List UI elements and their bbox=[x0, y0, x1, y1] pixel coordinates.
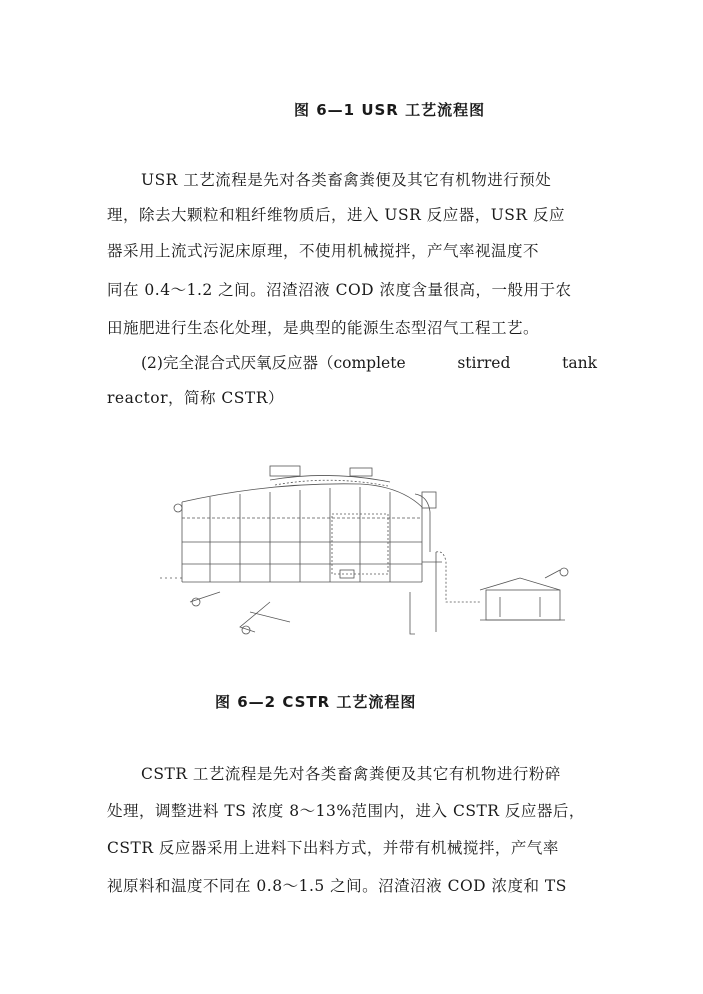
usr-paragraph-line-2: 理，除去大颗粒和粗纤维物质后，进入 USR 反应器，USR 反应 bbox=[107, 206, 565, 224]
figure-6-2-caption: 图 6—2 CSTR 工艺流程图 bbox=[215, 693, 417, 711]
cstr-process-diagram bbox=[160, 452, 590, 652]
usr-paragraph-line-1: USR 工艺流程是先对各类畜禽粪便及其它有机物进行预处 bbox=[141, 171, 552, 189]
usr-paragraph-line-3: 器采用上流式污泥床原理，不使用机械搅拌，产气率视温度不 bbox=[107, 242, 540, 260]
cstr-heading-part-3: tank bbox=[562, 354, 597, 372]
figure-6-1-caption: 图 6—1 USR 工艺流程图 bbox=[294, 101, 486, 119]
cstr-heading-line-1 bbox=[141, 353, 597, 373]
usr-paragraph-line-5: 田施肥进行生态化处理，是典型的能源生态型沼气工程工艺。 bbox=[107, 319, 540, 337]
cstr-paragraph-line-1: CSTR 工艺流程是先对各类畜禽粪便及其它有机物进行粉碎 bbox=[141, 765, 561, 783]
cstr-heading-part-2: stirred bbox=[457, 354, 511, 372]
cstr-heading-part-1: (2)完全混合式厌氧反应器（complete bbox=[141, 354, 406, 372]
cstr-paragraph-line-2: 处理，调整进料 TS 浓度 8～13%范围内，进入 CSTR 反应器后， bbox=[107, 802, 585, 820]
cstr-heading-line-2: reactor，简称 CSTR） bbox=[107, 389, 284, 407]
cstr-paragraph-line-4: 视原料和温度不同在 0.8～1.5 之间。沼渣沼液 COD 浓度和 TS bbox=[107, 877, 567, 895]
usr-paragraph-line-4: 同在 0.4～1.2 之间。沼渣沼液 COD 浓度含量很高，一般用于农 bbox=[107, 281, 572, 299]
cstr-paragraph-line-3: CSTR 反应器采用上进料下出料方式，并带有机械搅拌，产气率 bbox=[107, 839, 559, 857]
